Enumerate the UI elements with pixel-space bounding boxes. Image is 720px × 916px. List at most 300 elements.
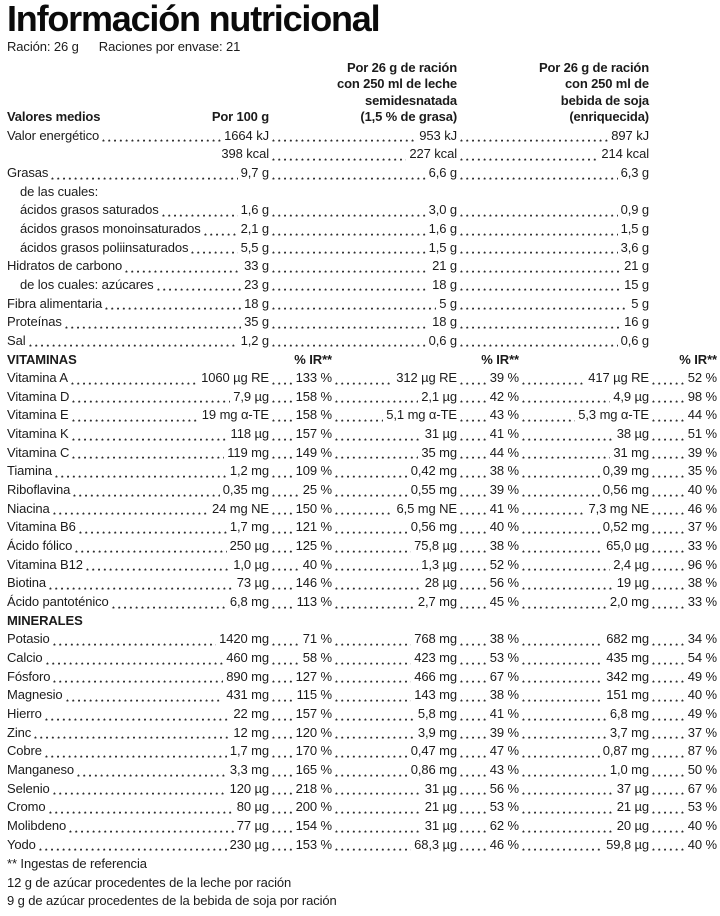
row-cell xyxy=(649,686,717,705)
row-value: 0,39 mg xyxy=(602,463,649,479)
table-row xyxy=(7,183,718,202)
row-cell xyxy=(269,686,332,705)
dot-leader xyxy=(272,406,293,425)
dot-leader xyxy=(460,593,487,612)
row-cell xyxy=(649,836,717,855)
row-cell xyxy=(7,518,269,537)
row-value: 0,9 g xyxy=(620,202,649,218)
row-cell xyxy=(457,761,519,780)
row-value: 0,35 mg xyxy=(222,482,269,498)
row-cell xyxy=(7,388,269,407)
row-cell xyxy=(269,295,457,314)
row-value: 98 % xyxy=(687,388,717,404)
row-cell xyxy=(7,798,269,817)
dot-leader xyxy=(335,537,411,556)
dot-leader xyxy=(460,332,618,351)
row-value: 18 g xyxy=(432,314,457,330)
row-label: de los cuales: azúcares xyxy=(20,276,154,292)
row-cell xyxy=(457,164,649,183)
row-cell xyxy=(649,817,717,836)
row-cell xyxy=(649,351,717,370)
dot-leader xyxy=(460,780,487,799)
row-cell xyxy=(649,798,717,817)
row-cell xyxy=(269,817,332,836)
row-value: 218 % xyxy=(295,780,332,796)
row-cell xyxy=(269,556,332,575)
table-row xyxy=(7,164,718,183)
row-cell xyxy=(269,201,457,220)
dot-leader xyxy=(335,686,411,705)
row-value: 5,1 mg α-TE xyxy=(386,407,457,423)
row-cell xyxy=(332,649,457,668)
row-value: 34 % xyxy=(687,631,717,647)
row-value: 127 % xyxy=(295,668,332,684)
dot-leader xyxy=(335,388,418,407)
dot-leader xyxy=(522,724,607,743)
table-row xyxy=(7,668,718,687)
row-label: Vitamina C xyxy=(7,444,70,460)
row-value: 120 % xyxy=(295,724,332,740)
row-value: % IR** xyxy=(481,351,519,367)
nutrition-table-body xyxy=(7,127,718,855)
dot-leader xyxy=(335,798,422,817)
dot-leader xyxy=(77,761,227,780)
row-value: 2,4 µg xyxy=(613,556,649,572)
dot-leader xyxy=(272,127,416,146)
row-value: 40 % xyxy=(687,482,717,498)
row-cell xyxy=(332,798,457,817)
row-value: 149 % xyxy=(295,444,332,460)
row-value: 40 % xyxy=(687,687,717,703)
row-cell xyxy=(7,145,269,164)
dot-leader xyxy=(652,537,685,556)
dot-leader xyxy=(522,481,600,500)
dot-leader xyxy=(460,313,621,332)
row-value: 2,1 µg xyxy=(421,388,457,404)
row-cell xyxy=(457,668,519,687)
serving-size: Ración: 26 g xyxy=(7,39,79,54)
dot-leader xyxy=(652,369,685,388)
dot-leader xyxy=(335,369,393,388)
row-cell xyxy=(332,705,457,724)
row-cell xyxy=(269,500,332,519)
row-value: % IR** xyxy=(294,351,332,367)
row-cell xyxy=(332,425,457,444)
table-row xyxy=(7,574,718,593)
dot-leader xyxy=(522,444,610,463)
row-cell xyxy=(269,257,457,276)
table-row xyxy=(7,556,718,575)
dot-leader xyxy=(272,313,429,332)
row-value: 170 % xyxy=(295,743,332,759)
table-row xyxy=(7,332,718,351)
row-value: 22 mg xyxy=(233,705,269,721)
dot-leader xyxy=(272,201,426,220)
row-cell xyxy=(269,742,332,761)
row-cell xyxy=(457,145,649,164)
row-cell xyxy=(7,220,269,239)
dot-leader xyxy=(652,668,685,687)
dot-leader xyxy=(652,444,685,463)
dot-leader xyxy=(272,332,426,351)
row-label: Fibra alimentaria xyxy=(7,295,103,311)
row-value: 1,6 g xyxy=(240,202,269,218)
table-row xyxy=(7,724,718,743)
dot-leader xyxy=(335,836,411,855)
dot-leader xyxy=(272,593,294,612)
row-cell xyxy=(649,425,717,444)
row-cell xyxy=(269,724,332,743)
row-cell xyxy=(332,836,457,855)
row-cell xyxy=(269,462,332,481)
row-value: 768 mg xyxy=(414,631,457,647)
row-value: 158 % xyxy=(295,407,332,423)
dot-leader xyxy=(272,164,426,183)
table-row xyxy=(7,145,718,164)
row-value: 1,0 mg xyxy=(609,761,649,777)
dot-leader xyxy=(45,742,227,761)
row-value: 2,7 mg xyxy=(417,594,457,610)
dot-leader xyxy=(272,724,293,743)
dot-leader xyxy=(652,518,685,537)
row-value: 146 % xyxy=(295,575,332,591)
table-row xyxy=(7,630,718,649)
row-value: 157 % xyxy=(295,426,332,442)
row-value: 214 kcal xyxy=(601,146,649,162)
dot-leader xyxy=(157,276,242,295)
row-value: 417 µg RE xyxy=(588,370,649,386)
dot-leader xyxy=(460,518,487,537)
dot-leader xyxy=(522,780,614,799)
row-value: 53 % xyxy=(687,799,717,815)
row-cell xyxy=(7,425,269,444)
section-row xyxy=(7,351,718,370)
table-row xyxy=(7,705,718,724)
row-cell xyxy=(332,574,457,593)
servings-per-container: Raciones por envase: 21 xyxy=(98,39,241,54)
table-row xyxy=(7,276,718,295)
serving-line xyxy=(7,39,718,55)
row-value: 33 % xyxy=(687,538,717,554)
row-cell xyxy=(7,164,269,183)
row-value: 37 % xyxy=(687,724,717,740)
dot-leader xyxy=(272,742,293,761)
dot-leader xyxy=(335,742,408,761)
row-value: 21 g xyxy=(624,258,649,274)
row-cell xyxy=(269,164,457,183)
row-value: 6,8 mg xyxy=(609,705,649,721)
dot-leader xyxy=(652,742,685,761)
dot-leader xyxy=(45,705,231,724)
row-value: 0,56 mg xyxy=(602,482,649,498)
dot-leader xyxy=(460,276,621,295)
row-cell xyxy=(7,369,269,388)
dot-leader xyxy=(335,406,383,425)
dot-leader xyxy=(53,630,216,649)
dot-leader xyxy=(652,462,685,481)
row-cell xyxy=(457,537,519,556)
dot-leader xyxy=(272,444,293,463)
row-label: Fósforo xyxy=(7,668,51,684)
table-row xyxy=(7,742,718,761)
row-value: 40 % xyxy=(687,817,717,833)
row-cell xyxy=(649,593,717,612)
dot-leader xyxy=(460,817,487,836)
row-value: 312 µg RE xyxy=(396,370,457,386)
row-value: 35 g xyxy=(244,314,269,330)
dot-leader xyxy=(460,164,618,183)
dot-leader xyxy=(53,780,227,799)
dot-leader xyxy=(460,761,487,780)
dot-leader xyxy=(191,239,237,258)
dot-leader xyxy=(522,406,575,425)
row-cell xyxy=(269,780,332,799)
row-value: 33 g xyxy=(244,258,269,274)
dot-leader xyxy=(79,518,227,537)
row-value: 38 µg xyxy=(616,426,649,442)
row-label: ácidos grasos saturados xyxy=(20,202,159,218)
row-value: 31 µg xyxy=(424,780,457,796)
row-value: 1664 kJ xyxy=(224,127,269,143)
row-cell xyxy=(649,668,717,687)
row-cell xyxy=(457,295,649,314)
row-value: 68,3 µg xyxy=(414,836,457,852)
row-value: 28 µg xyxy=(424,575,457,591)
row-cell xyxy=(269,836,332,855)
dot-leader xyxy=(652,836,685,855)
row-cell xyxy=(519,630,649,649)
row-value: 19 µg xyxy=(616,575,649,591)
row-cell xyxy=(519,369,649,388)
row-value: 3,3 mg xyxy=(229,761,269,777)
column-header-line: con 250 ml de leche xyxy=(337,76,457,92)
table-row xyxy=(7,220,718,239)
dot-leader xyxy=(460,686,487,705)
row-value: 250 µg xyxy=(229,538,269,554)
dot-leader xyxy=(335,444,418,463)
row-cell xyxy=(457,724,519,743)
dot-leader xyxy=(105,295,241,314)
row-cell xyxy=(519,705,649,724)
row-value: 953 kJ xyxy=(419,127,457,143)
dot-leader xyxy=(460,369,487,388)
row-cell xyxy=(269,668,332,687)
row-label: Grasas xyxy=(7,164,49,180)
row-value: 53 % xyxy=(489,650,519,665)
dot-leader xyxy=(272,649,300,668)
row-value: 342 mg xyxy=(606,668,649,684)
table-row xyxy=(7,127,718,146)
dot-leader xyxy=(522,574,614,593)
row-value: 44 % xyxy=(687,407,717,423)
row-cell xyxy=(457,388,519,407)
table-row xyxy=(7,593,718,612)
dot-leader xyxy=(652,630,685,649)
dot-leader xyxy=(522,425,614,444)
row-cell xyxy=(457,425,519,444)
dot-leader xyxy=(335,500,393,519)
dot-leader xyxy=(460,836,487,855)
row-value: 59,8 µg xyxy=(606,836,649,852)
row-cell xyxy=(269,313,457,332)
dot-leader xyxy=(460,406,487,425)
dot-leader xyxy=(460,425,487,444)
row-cell xyxy=(269,145,457,164)
dot-leader xyxy=(522,388,610,407)
row-cell xyxy=(457,780,519,799)
dot-leader xyxy=(49,574,234,593)
table-row xyxy=(7,518,718,537)
row-value: 38 % xyxy=(687,575,717,591)
row-value: 6,8 mg xyxy=(229,594,269,610)
row-cell xyxy=(649,761,717,780)
dot-leader xyxy=(125,257,241,276)
row-value: 67 % xyxy=(489,668,519,684)
row-value: 897 kJ xyxy=(611,127,649,143)
row-value: 24 mg NE xyxy=(211,500,269,516)
dot-leader xyxy=(335,481,408,500)
row-value: 35 mg xyxy=(421,444,457,460)
dot-leader xyxy=(460,668,487,687)
row-value: 157 % xyxy=(295,705,332,721)
dot-leader xyxy=(335,462,408,481)
dot-leader xyxy=(522,836,603,855)
dot-leader xyxy=(272,518,293,537)
column-header-line: con 250 ml de xyxy=(564,76,649,92)
row-value: 38 % xyxy=(489,687,519,703)
row-value: 71 % xyxy=(302,631,332,647)
row-value: 37 µg xyxy=(616,780,649,796)
dot-leader xyxy=(49,798,234,817)
row-cell xyxy=(519,742,649,761)
dot-leader xyxy=(272,145,406,164)
dot-leader xyxy=(272,295,436,314)
row-cell xyxy=(457,556,519,575)
dot-leader xyxy=(652,705,685,724)
dot-leader xyxy=(460,481,487,500)
row-cell xyxy=(457,798,519,817)
row-cell xyxy=(649,742,717,761)
row-value: 1,7 mg xyxy=(229,519,269,535)
row-cell xyxy=(332,369,457,388)
row-value: 6,3 g xyxy=(620,164,649,180)
row-cell xyxy=(519,668,649,687)
row-label: Calcio xyxy=(7,650,43,665)
row-cell xyxy=(519,500,649,519)
column-header-line: (enriquecida) xyxy=(569,109,649,125)
row-value: 431 mg xyxy=(226,687,269,703)
dot-leader xyxy=(69,817,234,836)
row-value: 165 % xyxy=(295,761,332,777)
row-cell xyxy=(649,500,717,519)
row-cell xyxy=(332,724,457,743)
row-label: de las cuales: xyxy=(20,183,99,199)
row-cell xyxy=(7,406,269,425)
row-cell xyxy=(519,686,649,705)
row-label: Manganeso xyxy=(7,761,75,777)
row-cell xyxy=(332,761,457,780)
row-value: 41 % xyxy=(489,705,519,721)
dot-leader xyxy=(272,537,293,556)
dot-leader xyxy=(652,686,685,705)
dot-leader xyxy=(335,817,422,836)
row-cell xyxy=(269,481,332,500)
table-row xyxy=(7,313,718,332)
row-value: 682 mg xyxy=(606,631,649,647)
row-cell xyxy=(7,444,269,463)
row-cell xyxy=(519,388,649,407)
row-value: 466 mg xyxy=(414,668,457,684)
row-value: 7,9 µg xyxy=(233,388,269,404)
dot-leader xyxy=(335,574,422,593)
row-cell xyxy=(7,612,269,631)
table-row xyxy=(7,481,718,500)
row-value: 125 % xyxy=(295,538,332,554)
row-value: 4,9 µg xyxy=(613,388,649,404)
row-value: 5 g xyxy=(439,295,457,311)
row-cell xyxy=(7,836,269,855)
row-value: 49 % xyxy=(687,705,717,721)
dot-leader xyxy=(460,724,487,743)
row-cell xyxy=(7,630,269,649)
row-value: 230 µg xyxy=(229,836,269,852)
row-label: Vitamina B12 xyxy=(7,556,83,572)
row-cell xyxy=(457,500,519,519)
row-value: 20 µg xyxy=(616,817,649,833)
row-value: 39 % xyxy=(489,482,519,498)
row-cell xyxy=(7,761,269,780)
dot-leader xyxy=(72,406,199,425)
row-cell xyxy=(649,649,717,668)
dot-leader xyxy=(460,537,487,556)
row-cell xyxy=(7,780,269,799)
dot-leader xyxy=(335,724,415,743)
row-cell xyxy=(332,537,457,556)
row-value: 3,9 mg xyxy=(417,724,457,740)
row-value: 0,6 g xyxy=(620,332,649,348)
row-label: MINERALES xyxy=(7,612,83,628)
row-value: 19 mg α-TE xyxy=(201,407,269,423)
dot-leader xyxy=(522,742,600,761)
dot-leader xyxy=(652,406,685,425)
dot-leader xyxy=(72,388,230,407)
row-cell xyxy=(332,668,457,687)
row-value: 0,56 mg xyxy=(410,519,457,535)
row-value: 119 mg xyxy=(227,444,269,460)
row-cell xyxy=(519,836,649,855)
row-value: 1,6 g xyxy=(428,220,457,236)
dot-leader xyxy=(73,481,220,500)
row-value: 54 % xyxy=(687,650,717,665)
row-cell xyxy=(457,518,519,537)
row-value: 31 µg xyxy=(424,817,457,833)
dot-leader xyxy=(272,369,293,388)
row-label: Biotina xyxy=(7,575,47,591)
row-cell xyxy=(457,630,519,649)
dot-leader xyxy=(652,556,685,575)
row-value: 38 % xyxy=(489,631,519,647)
row-value: 39 % xyxy=(489,370,519,386)
row-label: Riboflavina xyxy=(7,482,71,498)
row-cell xyxy=(649,537,717,556)
row-value: 21 µg xyxy=(616,799,649,815)
dot-leader xyxy=(460,556,487,575)
row-cell xyxy=(332,742,457,761)
row-value: 3,0 g xyxy=(428,202,457,218)
dot-leader xyxy=(55,462,227,481)
row-label: Cobre xyxy=(7,743,42,759)
row-cell xyxy=(649,780,717,799)
